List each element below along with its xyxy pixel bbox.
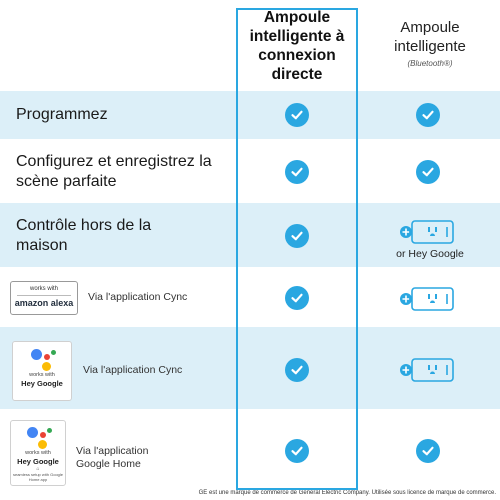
column-header-direct-bulb: Ampoule intelligente à connexion directe xyxy=(249,9,345,83)
badge-hey-google-brand: Hey Google xyxy=(17,457,59,466)
check-circle-icon xyxy=(285,439,309,463)
check-circle-icon xyxy=(416,160,440,184)
badge-hey-google-brand: Hey Google xyxy=(21,379,63,388)
works-with-alexa-badge xyxy=(10,281,78,315)
badge-google-home-setup: seamless setup with Google Home app xyxy=(12,472,64,482)
works-with-hey-google-badge xyxy=(12,341,72,401)
check-circle-icon xyxy=(285,358,309,382)
smart-plug-icon xyxy=(399,219,457,245)
smart-plug-icon xyxy=(399,286,457,312)
badge-works-with: works with xyxy=(29,372,55,378)
check-circle-icon xyxy=(285,160,309,184)
trademark-footer: GE est une marque de commerce de General Electric Company. Utilisée sous licence de marque de commerce. xyxy=(198,490,496,496)
column-header-subtitle: (Bluetooth®) xyxy=(407,59,453,68)
badge-alexa-brand: amazon alexa xyxy=(14,298,74,308)
via-app-label: Via l'application Google Home xyxy=(76,445,149,470)
badge-works-with: works with xyxy=(25,450,51,456)
check-circle-icon xyxy=(285,103,309,127)
feature-label-scene: Configurez et enregistrez la scène parfaite xyxy=(16,153,212,190)
feature-label-program: Programmez xyxy=(16,106,108,123)
feature-label-remote-control: Contrôle hors de la maison xyxy=(16,217,152,254)
via-app-label: Via l'application Cync xyxy=(83,364,183,376)
smart-plug-icon xyxy=(399,357,457,383)
or-hey-google-note: or Hey Google xyxy=(396,248,464,260)
check-circle-icon xyxy=(285,286,309,310)
check-circle-icon xyxy=(416,103,440,127)
via-app-label: Via l'application Cync xyxy=(88,291,188,303)
check-circle-icon xyxy=(416,439,440,463)
google-home-icon: ⌂ xyxy=(36,466,40,472)
works-with-google-home-badge xyxy=(10,420,66,486)
badge-works-with: works with xyxy=(29,286,58,292)
google-assistant-icon xyxy=(29,346,55,372)
check-circle-icon xyxy=(285,224,309,248)
column-header-bluetooth-bulb xyxy=(370,18,490,70)
column-header-title: Ampoule intelligente xyxy=(394,19,466,55)
google-assistant-icon xyxy=(25,424,51,450)
